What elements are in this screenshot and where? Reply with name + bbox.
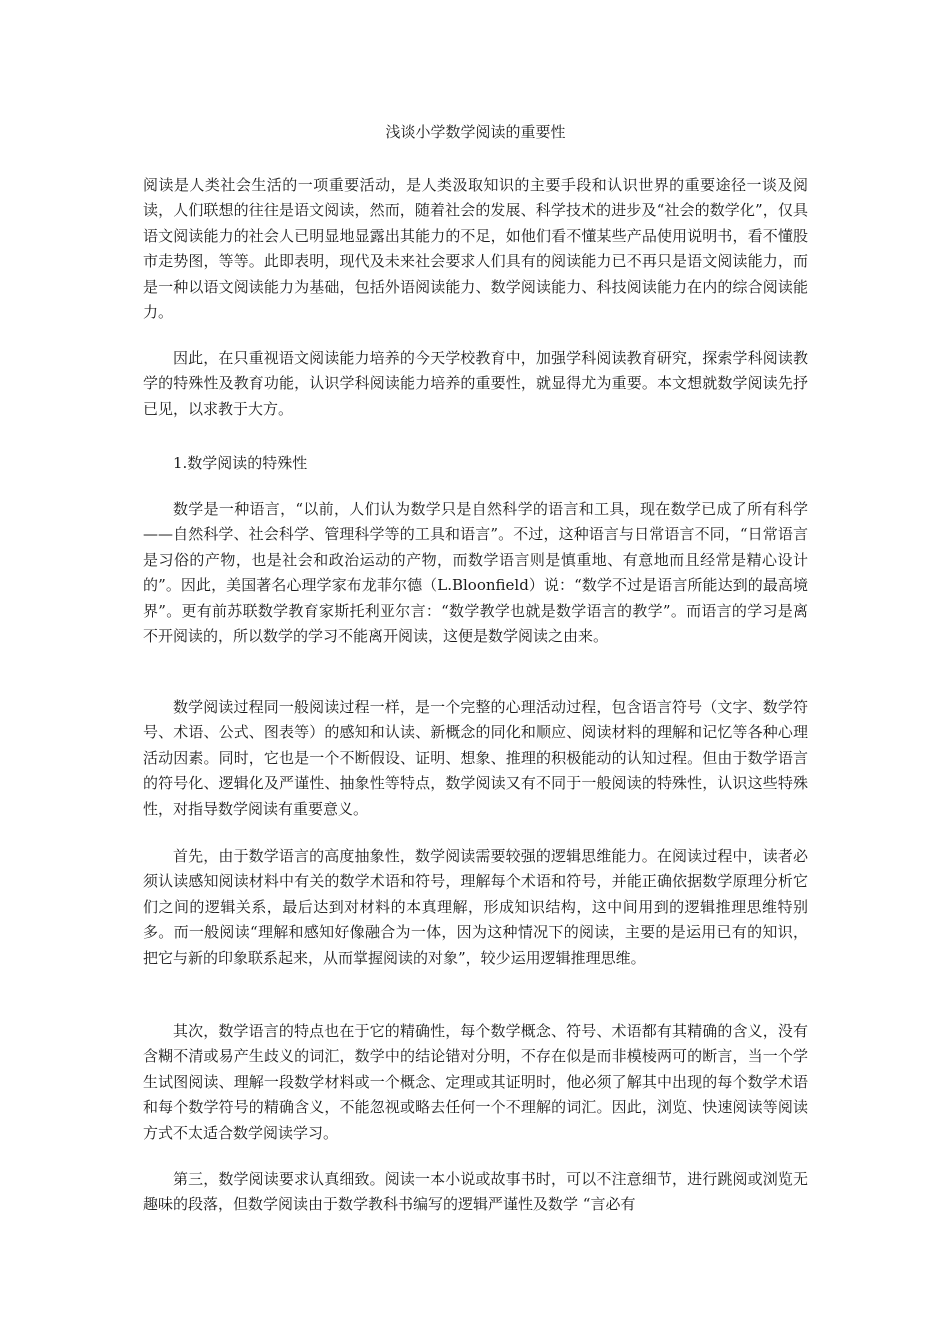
paragraph-math-language: 数学是一种语言，“以前，人们认为数学只是自然科学的语言和工具，现在数学已成了所有科学——自然科学、社会科学、管理科学等的工具和语言”。不过，这种语言与日常语言不同，“日常语言是习俗的产物，也是社会和政治运动的产物，而数学语言则是慎重地、有意地而且经常是精心设计的”。因此，美国著名心理学家布龙菲尔德（L.Bloonfield）说：“数学不过是语言所能达到的最高境界”。更有前苏联数学教育家斯托利亚尔言：“数学教学也就是数学语言的教学”。而语言的学习是离不开阅读的，所以数学的学习不能离开阅读，这便是数学阅读之由来。 [143, 500, 808, 646]
paragraph-purpose: 因此，在只重视语文阅读能力培养的今天学校教育中，加强学科阅读教育研究，探索学科阅读教学的特殊性及教育功能，认识学科阅读能力培养的重要性，就显得尤为重要。本文想就数学阅读先抒已见，以求教于大方。 [143, 349, 808, 418]
section-heading: 1.数学阅读的特殊性 [173, 454, 308, 472]
paragraph-second-point: 其次，数学语言的特点也在于它的精确性，每个数学概念、符号、术语都有其精确的含义，没有含糊不清或易产生歧义的词汇，数学中的结论错对分明，不存在似是而非模棱两可的断言，当一个学生试图阅读、理解一段数学材料或一个概念、定理或其证明时，他必须了解其中出现的每个数学术语和每个数学符号的精确含义，不能忽视或略去任何一个不理解的词汇。因此，浏览、快速阅读等阅读方式不太适合数学阅读学习。 [143, 1022, 808, 1142]
paragraph-intro: 阅读是人类社会生活的一项重要活动，是人类汲取知识的主要手段和认识世界的重要途径一谈及阅读，人们联想的往往是语文阅读，然而，随着社会的发展、科学技术的进步及“社会的数学化”，仅具语文阅读能力的社会人已明显地显露出其能力的不足，如他们看不懂某些产品使用说明书，看不懂股市走势图，等等。此即表明，现代及未来社会要求人们具有的阅读能力已不再只是语文阅读能力，而是一种以语文阅读能力为基础，包括外语阅读能力、数学阅读能力、科技阅读能力在内的综合阅读能力。 [143, 176, 808, 322]
paragraph-third-point: 第三，数学阅读要求认真细致。阅读一本小说或故事书时，可以不注意细节，进行跳阅或浏览无趣味的段落，但数学阅读由于数学教科书编写的逻辑严谨性及数学 “言必有 [143, 1170, 808, 1214]
paragraph-first-point: 首先，由于数学语言的高度抽象性，数学阅读需要较强的逻辑思维能力。在阅读过程中，读者必须认读感知阅读材料中有关的数学术语和符号，理解每个术语和符号，并能正确依据数学原理分析它们之间的逻辑关系，最后达到对材料的本真理解，形成知识结构，这中间用到的逻辑推理思维特别多。而一般阅读“理解和感知好像融合为一体，因为这种情况下的阅读，主要的是运用已有的知识，把它与新的印象联系起来，从而掌握阅读的对象”，较少运用逻辑推理思维。 [143, 847, 808, 967]
page-title: 浅谈小学数学阅读的重要性 [385, 123, 566, 141]
document-page [143, 0, 808, 1344]
paragraph-reading-process: 数学阅读过程同一般阅读过程一样，是一个完整的心理活动过程，包含语言符号（文字、数学符号、术语、公式、图表等）的感知和认读、新概念的同化和顺应、阅读材料的理解和记忆等各种心理活动因素。同时，它也是一个不断假设、证明、想象、推理的积极能动的认知过程。但由于数学语言的符号化、逻辑化及严谨性、抽象性等特点，数学阅读又有不同于一般阅读的特殊性，认识这些特殊性，对指导数学阅读有重要意义。 [143, 698, 808, 818]
